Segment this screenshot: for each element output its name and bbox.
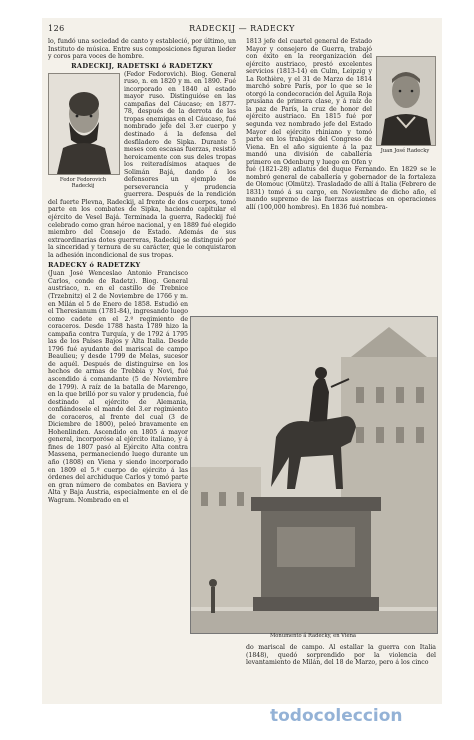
monument-illustration [190,316,438,634]
page-number: 126 [48,24,65,33]
book-page [42,18,442,704]
caption-right-portrait: Juan José Radecky [380,148,430,154]
right-portrait-block [376,56,436,160]
right-column-body: 1813 jefe del cuartel general de Estado Mayor y consejero de Guerra, trabajó con éxito en la reorganización del ejército austriaco, prestó excelentes servicios (1813-14) en Culm, Leipzig y La Rothière, y el 31 de Marzo de 1814 marchó sobre París, por lo que se le otorgó la condecoración del Águila Roja prusiana de primera clase, y á raíz de la paz de París, la cruz de honor del ejército austriaco. En 1815 fué por segunda vez nombrado jefe del Estado Mayor del ejército rhiniano y tomó parte en los trabajos del Congreso de Viena. En el año siguiente á la paz mandó una división de caballería primero en Odenburg y luego en Ofen y fué (1821-28) adlatus del duque Fernando. En 1829 se le nombró general de caballería y gobernador de la fortaleza de Olomouc (Olmütz). Trasladado de allí á Italia (Febrero de 1831) tomó á su cargo, en Noviembre de dicho año, el mando supremo de las fuerzas austriacas en operaciones allí (100,000 hombres). En 1836 fué nombra- [246,38,436,212]
running-title: RADECKIJ — RADECKY [189,24,295,33]
portrait-image [377,57,435,145]
caption-left-portrait: Fedor Fedorovich Radeckij [59,176,107,189]
entry-title-radecky: RADECKY ó RADETZKY [48,261,141,270]
continuation-paragraph: do mariscal de campo. Al estallar la guerra con Italia (1848), quedó sorprendido por la violencia del levantamiento de Milán, del 18 de Marzo, pero á los cinco [246,644,436,667]
entry-title-radeckij: RADECKIJ, RADETSKI ó RADETZKY [71,61,213,70]
portrait-juan-jose-radecky [376,56,436,146]
watermark-logo: todocoleccion [270,706,403,726]
portrait-image [49,74,119,174]
right-column [246,38,436,212]
entry-radeckij-body: (Fedor Fedorovich). Biog. General ruso, n. en 1820 y m. en 1890. Fué incorporado en 1840 al estado mayor ruso. Distinguióse en las campañas del Cáucaso; en 1877-78, después de la derrota de las tropas enemigas en el Cáucaso, fué nombrado jefe del 3.er cuerpo y destinado á la defensa del desfiladero de Sipka. Durante 5 meses con escasas fuerzas, resistió heroicamente con sus deles tropas los reiteradísimos ataques de Solimán Bajá, dando á los defensores un ejemplo de perseverancia y prudencia guerrera. Después de la rendición del fuerte Plevna, Radeckij, al frente de dos cuerpos, tomó parte en los combates de Sipka, haciendo capitular el ejército de Vesel Bajá. Terminada la guerra, Radeckij fué celebrado como gran héroe nacional, y en 1889 fué elegido miembro del Consejo de Estado. Además de sus extraordinarias dotes guerreras, Radeckij se distinguió por la sinceridad y ternura de su carácter, que le conquistaron la adhesión incondicional de sus tropas. [48,70,236,259]
portrait-fedor-radeckij [48,73,120,175]
intro-paragraph: lo, fundó una sociedad de canto y estableció, por último, un Instituto de música. Entre sus composiciones figuran lieder y coros para voces de hombre. [48,38,236,61]
entry-radecky-body: (Juan José Wenceslao Antonio Francisco Carlos, conde de Radetz). Biog. General austriaco, n. en el castillo de Trebnice (Trzebnitz) el 2 de Noviembre de 1766 y m. en Milán el 5 de Enero de 1858. Estudió en el Theresianum (1781-84), ingresando luego como cadete en el 2.º regimiento de coraceros. Desde 1788 hasta 1789 hizo la campaña contra Turquía, y de 1792 á 1795 las de los Países Bajos y Alta Italia. Desde 1796 fué ayudante del mariscal de campo Beaulieu; y desde 1799 de Melas, sucesor de aquél. Después de distinguirse en los hechos de armas de Trebbia y Novi, fué ascendido á comandante (5 de Noviembre de 1799). A raíz de la batalla de Marengo, en la que brilló por su valor y prudencia, fué destinado al ejército de Alemania, confiándosele el mando del 3.er regimiento de coraceros, al frente del cual (3 de Diciembre de 1800), peleó bravamente en Hohenlinden. Ascendido en 1805 á mayor general, incorporóse al ejército italiano, y á fines de 1807 pasó al Ejército Alta contra Massena, permaneciendo luego durante un año (1808) en Viena y siendo incorporado en 1809 el 5.º cuerpo de ejército á las órdenes del archiduque Carlos y tomó parte en gran número de combates en Baviera y Alta y Baja Austria, especialmente en el de Wagram. Nombrado en el [48,270,188,504]
monument-image [191,317,437,633]
left-portrait-block [48,73,120,191]
caption-monument: Monumento á Radecky, en Viena [269,633,357,639]
page-header [48,22,436,36]
